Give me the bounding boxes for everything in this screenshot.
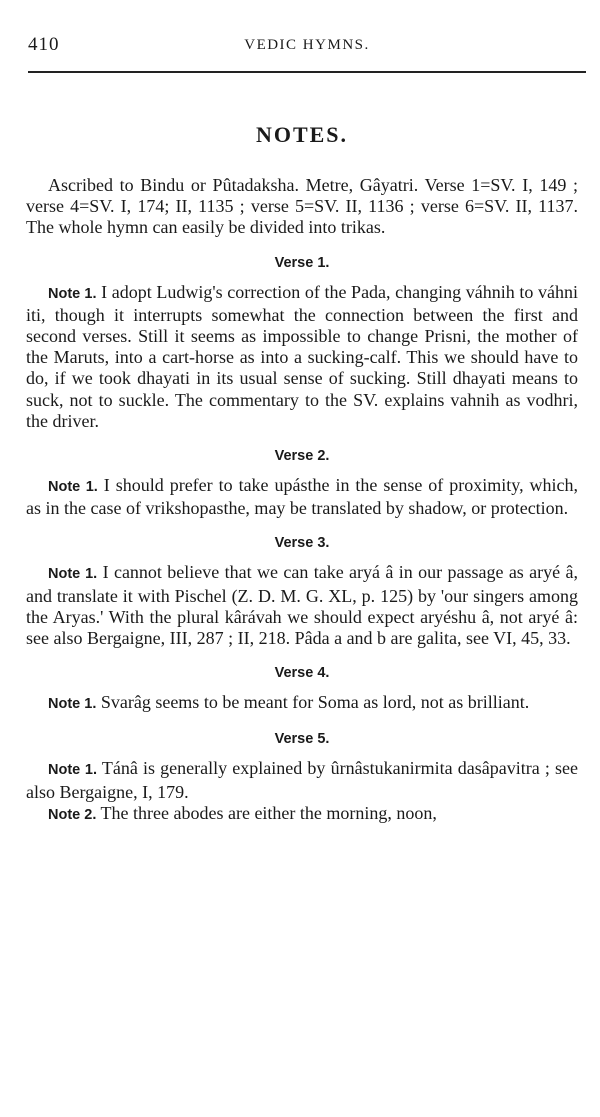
notes-title: NOTES. (255, 122, 349, 147)
note-paragraph (26, 758, 578, 802)
verse-heading: Verse 3. (274, 535, 330, 552)
note-paragraph (26, 803, 578, 826)
note-paragraph (26, 692, 578, 715)
note-text: Svarâg seems to be meant for Soma as lord, not as brilliant. (100, 692, 530, 713)
verse-5-section (26, 730, 578, 826)
verse-heading: Verse 5. (274, 731, 330, 748)
note-paragraph (26, 475, 578, 519)
note-paragraph (26, 282, 578, 432)
note-text: Tánâ is generally explained by ûrnâstukanirmita dasâpavitra ; see also Bergaigne, I, 179. (26, 758, 578, 802)
header-rule (28, 71, 586, 73)
note-paragraph (26, 562, 578, 649)
note-text: I should prefer to take upásthe in the sense of proximity, which, as in the case of vrikshopasthe, may be translated by shadow, or protection. (26, 475, 579, 519)
page-body (26, 122, 578, 826)
page-header (28, 30, 586, 56)
verse-heading: Verse 1. (274, 254, 330, 271)
note-label: Note 1. (48, 285, 97, 302)
note-text: The three abodes are either the morning, noon, (100, 802, 437, 823)
note-label: Note 1. (48, 479, 98, 496)
note-text: I cannot believe that we can take aryá â in our passage as aryé â, and translate it with Pischel (Z. D. M. G. XL, p. 125) by 'our singers among the Aryas.' With the plural kârávah we should expect aryéshu â, not aryé â: see also Bergaigne, III, 287 ; II, 218. Pâda a and b are galita, see VI, 45, 33. (26, 562, 579, 649)
verse-heading: Verse 4. (274, 665, 330, 682)
verse-1-section (26, 254, 578, 432)
intro-paragraph: Ascribed to Bindu or Pûtadaksha. Metre, Gâyatri. Verse 1=SV. I, 149 ; verse 4=SV. I, 174; II, 1135 ; verse 5=SV. II, 1136 ; verse 6=SV. II, 1137. The whole hymn can easily be divided into trikas. (26, 175, 578, 238)
verse-3-section (26, 534, 578, 649)
verse-2-section (26, 447, 578, 519)
note-label: Note 1. (48, 696, 97, 713)
page-number: 410 (28, 34, 60, 55)
running-title: VEDIC HYMNS. (244, 37, 370, 53)
note-label: Note 1. (48, 762, 98, 779)
verse-4-section (26, 664, 578, 715)
note-text: I adopt Ludwig's correction of the Pada, changing váhnih to váhni iti, though it interrupts somewhat the connection between the first and second verses. Still it seems as impossible to change Prisni, the mother of the Maruts, into a cart-horse as into a sucking-calf. This we should have to do, if we took dhayati in its usual sense of sucking. Still dhayati means to suck, not to suckle. The commentary to the SV. explains vahnih as vodhri, the driver. (26, 281, 579, 431)
verse-heading: Verse 2. (274, 448, 330, 465)
note-label: Note 1. (48, 566, 98, 583)
note-label: Note 2. (48, 806, 97, 823)
